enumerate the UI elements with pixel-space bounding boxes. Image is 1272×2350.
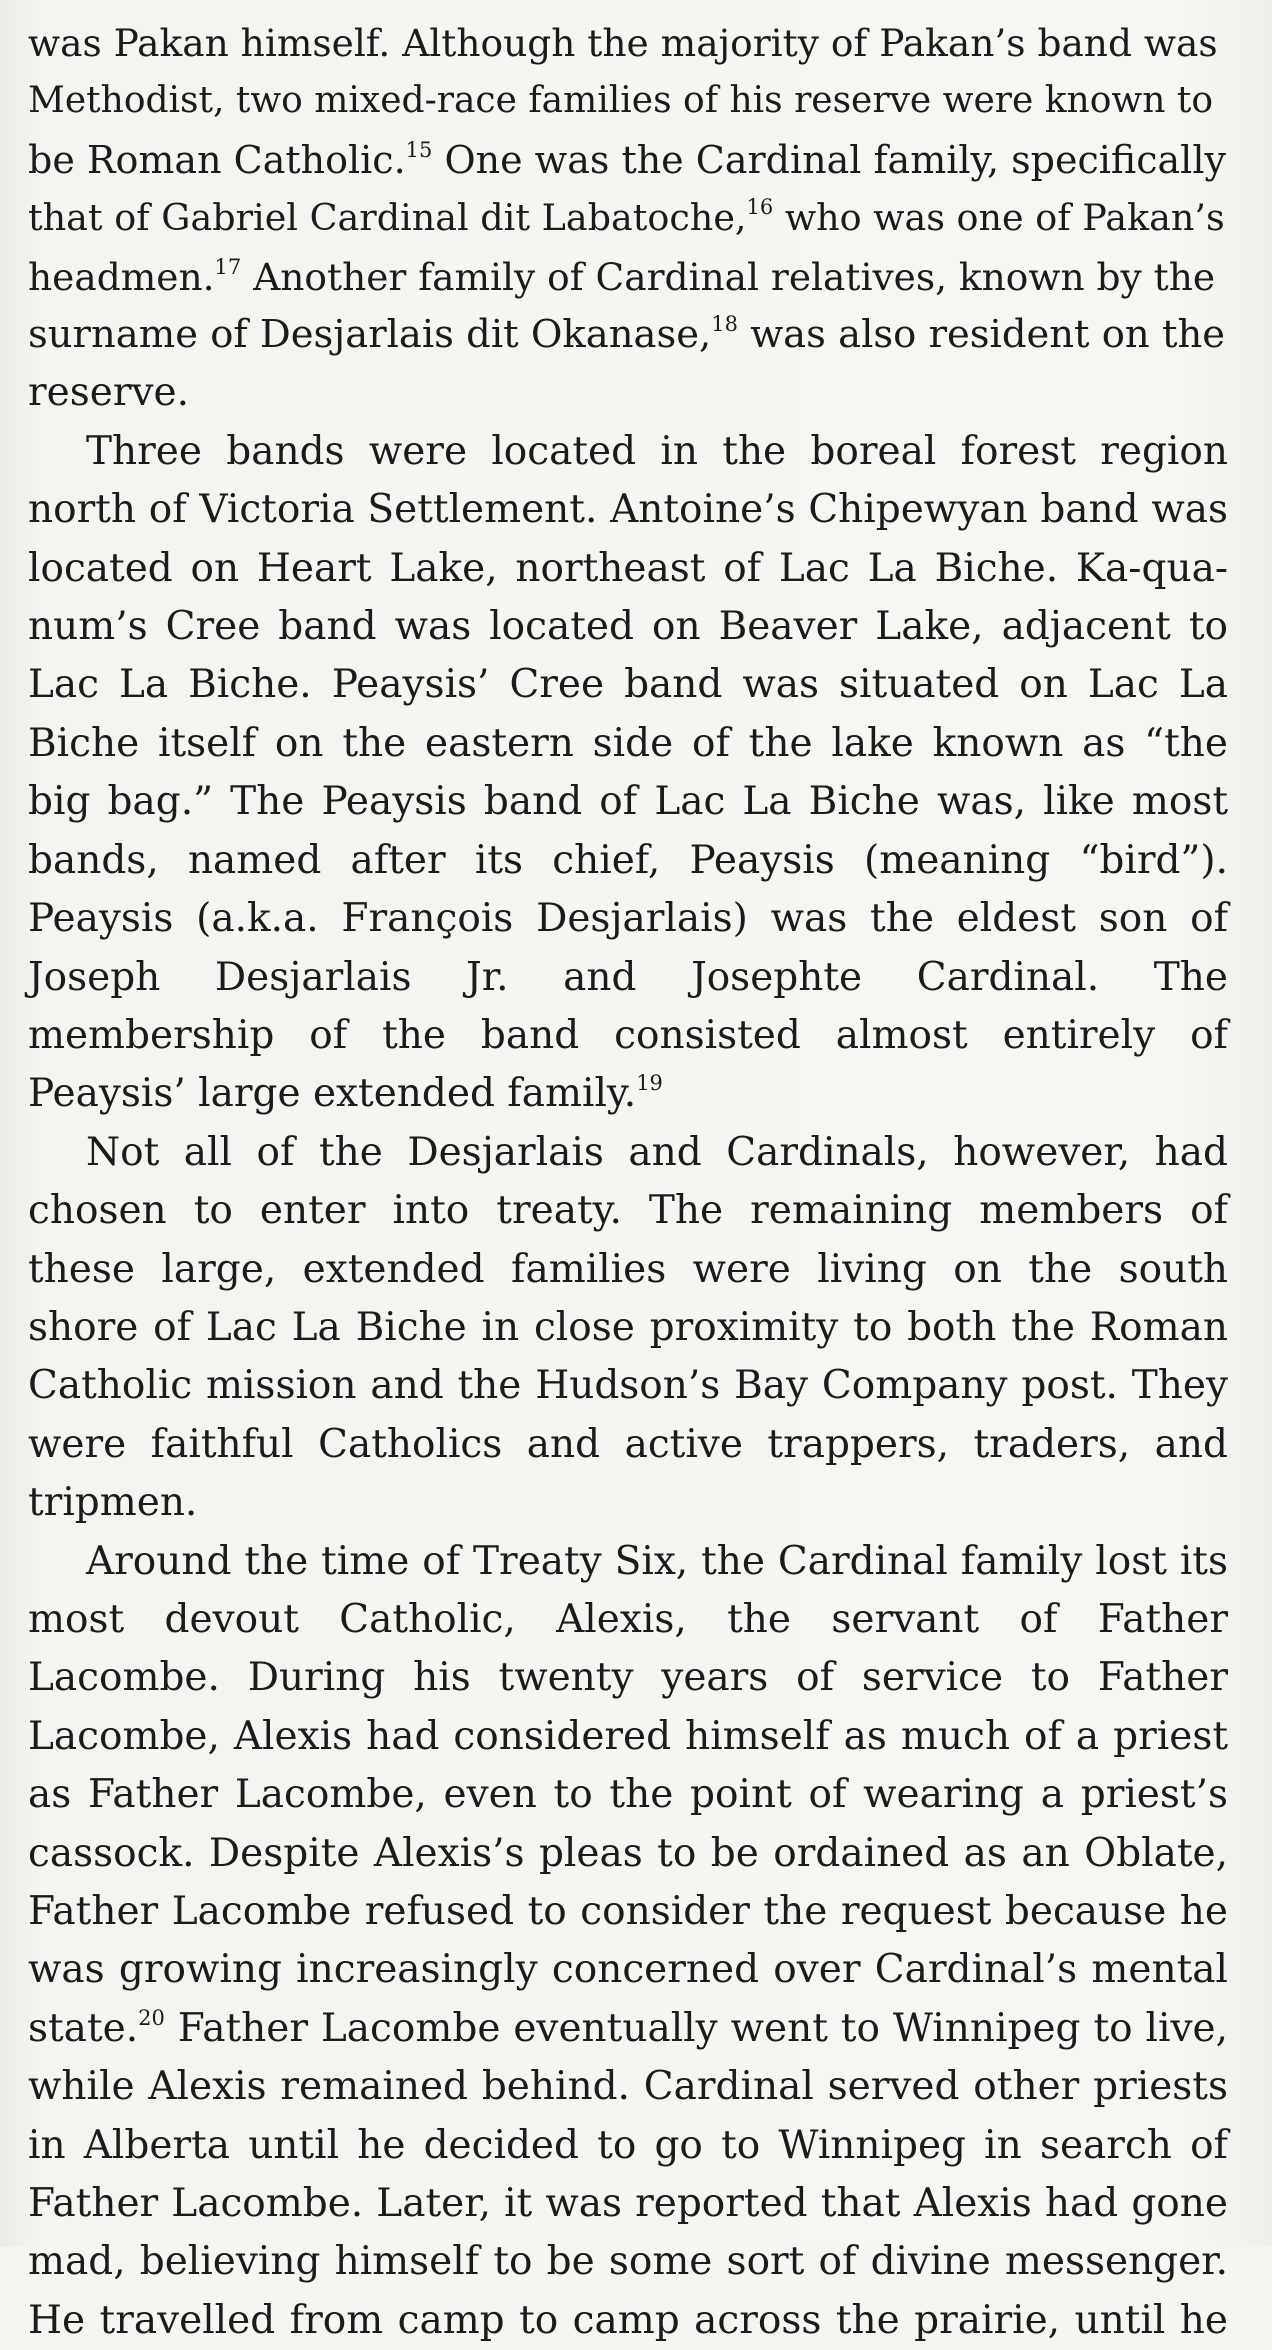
text-line xyxy=(28,131,1228,189)
paragraph-text: Not all of the Desjarlais and Cardinals, however, had chosen to enter into treaty. The remaining members of these large, extended families were living on the south shore of Lac La Biche in close proximity to both the Roman Catholic mission and the Hudson’s Bay Company post. They were faithful Catholics and active trappers, traders, and tripmen. xyxy=(28,1129,1228,1526)
text-segment: that of Gabriel Cardinal dit Labatoche, xyxy=(28,196,747,240)
footnote-ref[interactable]: 18 xyxy=(711,312,738,337)
text-segment: who was one of Pakan’s xyxy=(784,196,1225,240)
text-segment: Another family of Cardinal relatives, known by the xyxy=(253,254,1216,299)
text-line: was Pakan himself. Although the majority of Pakan’s band was xyxy=(28,21,1218,65)
footnote-ref[interactable]: 16 xyxy=(746,195,774,220)
paragraph-2 xyxy=(28,423,1228,1124)
paragraph-3 xyxy=(28,1124,1228,1533)
paragraph-4 xyxy=(28,1533,1228,2350)
text-segment: be Roman Catholic. xyxy=(28,137,406,182)
text-line: Methodist, two mixed-race families of his reserve were known to xyxy=(28,80,1213,122)
footnote-ref[interactable]: 17 xyxy=(214,254,242,279)
paragraph-text: Three bands were located in the boreal forest region north of Victoria Settlement. Antoine’s Chipewyan band was located on Heart Lake, northeast of Lac La Biche. Ka-qua-num’s Cree band was located on Beaver Lake, adjacent to Lac La Biche. Peaysis’ Cree band was situated on Lac La Biche itself on the eastern side of the lake known as “the big bag.” The Peaysis band of Lac La Biche was, like most bands, named after its chief, Peaysis (meaning “bird”). Peaysis (a.k.a. François Desjarlais) was the eldest son of Joseph Desjarlais Jr. and Josephte Cardinal. The membership of the band consisted almost entirely of Peaysis’ large extended family. xyxy=(28,428,1228,1117)
footnote-ref[interactable]: 20 xyxy=(138,2005,165,2030)
footnote-ref[interactable]: 15 xyxy=(405,137,433,162)
text-segment: One was the Cardinal family, specifically xyxy=(444,137,1226,182)
footnote-ref[interactable]: 19 xyxy=(636,1071,663,1096)
paragraph-1 xyxy=(28,14,1228,423)
text-line: reserve. xyxy=(28,370,189,416)
body-text xyxy=(28,14,1228,2350)
paragraph-text: Father Lacombe eventually went to Winnipeg to live, while Alexis remained behind. Cardinal served other priests in Alberta until he decided to go to Winnipeg in search of Father Lacombe. Later, it was reported that Alexis had gone mad, believing himself to be some sort of divine messenger. He travelled from camp to camp across the prairie, until he xyxy=(28,2005,1228,2343)
text-line xyxy=(28,189,1228,247)
text-line xyxy=(28,248,1228,306)
text-segment: surname of Desjarlais dit Okanase, xyxy=(28,312,712,358)
paragraph-text: Around the time of Treaty Six, the Cardinal family lost its most devout Catholic, Alexis, the servant of Father Lacombe. During his twenty years of service to Father Lacombe, Alexis had considered himself as much of a priest as Father Lacombe, even to the point of wearing a priest’s cassock. Despite Alexis’s pleas to be ordained as an Oblate, Father Lacombe refused to consider the request because he was growing increasingly concerned over Cardinal’s mental state. xyxy=(28,1538,1228,2051)
text-segment: headmen. xyxy=(28,254,215,299)
text-line xyxy=(28,306,1228,364)
text-segment: was also resident on the xyxy=(750,312,1226,358)
